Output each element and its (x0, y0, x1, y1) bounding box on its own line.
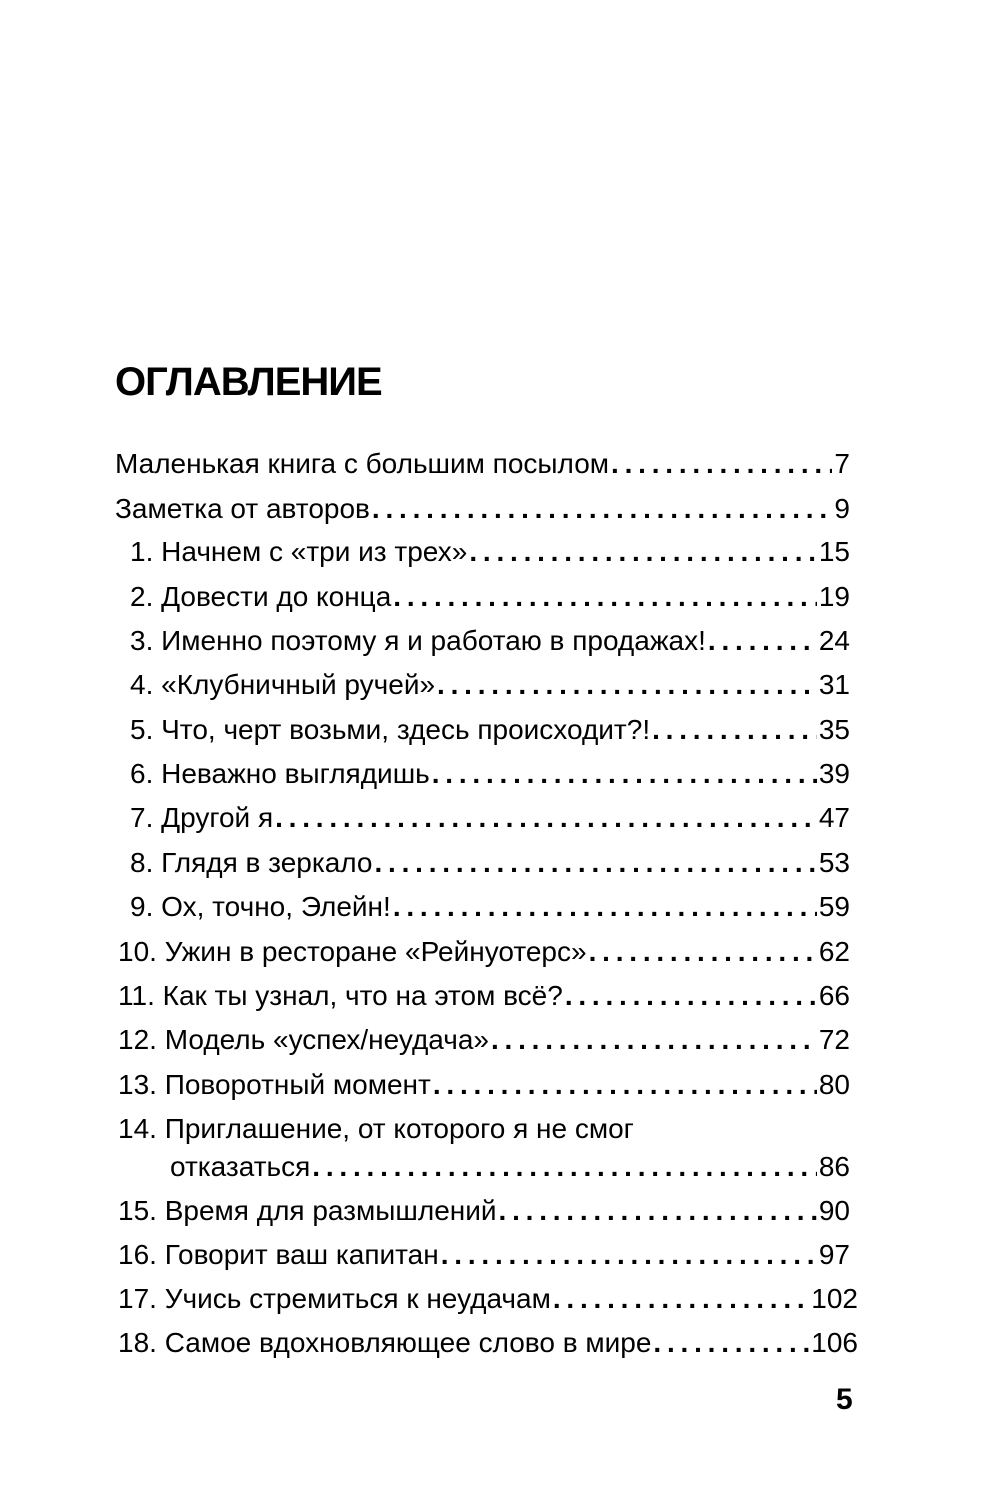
toc-entry-title: «Клубничный ручей» (161, 669, 436, 700)
toc-entry (118, 1194, 850, 1228)
toc-leader (441, 1238, 817, 1272)
toc-entry (118, 1068, 850, 1102)
toc-entry-title: Ох, точно, Элейн! (161, 891, 391, 922)
toc-entry-title: Маленькая книга с большим посылом (115, 448, 610, 479)
toc-leader (393, 890, 817, 924)
toc-entry-title: Учись стремиться к неудачам (164, 1283, 551, 1314)
toc-entry-page: 59 (818, 891, 850, 922)
toc-leader (312, 1150, 817, 1184)
toc-entry-title: Неважно выглядишь (161, 758, 430, 789)
toc-entry-number: 18. (118, 1327, 157, 1358)
toc-leader (437, 668, 817, 702)
toc-entry-page: 90 (818, 1195, 850, 1226)
toc-entry-page: 106 (811, 1327, 858, 1358)
toc-entry-number: 12. (118, 1024, 157, 1055)
page-title: ОГЛАВЛЕНИЕ (115, 360, 382, 404)
toc-entry-title: Начнем с «три из трех» (161, 536, 468, 567)
toc-entry-number: 6. (130, 758, 154, 789)
toc-leader (372, 492, 833, 526)
toc-leader (375, 846, 817, 880)
toc-leader (275, 801, 817, 835)
toc-entry (118, 979, 850, 1013)
toc-entry-page: 102 (811, 1283, 858, 1314)
toc-entry (130, 846, 850, 880)
toc-entry (130, 580, 850, 614)
toc-leader (433, 1068, 817, 1102)
toc-entry-page: 62 (818, 936, 850, 967)
toc-entry (115, 447, 850, 481)
toc-entry-number: 15. (118, 1195, 157, 1226)
toc-entry-title: Глядя в зеркало (161, 847, 373, 878)
toc-entry-page: 15 (818, 536, 850, 567)
toc-entry-page: 19 (818, 581, 850, 612)
toc-entry-page: 35 (818, 714, 850, 745)
toc-leader (432, 757, 817, 791)
toc-entry-number: 7. (130, 802, 154, 833)
toc-entry-page: 72 (818, 1024, 850, 1055)
toc-entry (130, 624, 850, 658)
toc-leader (708, 624, 817, 658)
toc-entry-page: 7 (834, 448, 850, 479)
toc-entry-number: 10. (118, 936, 157, 967)
toc-leader (653, 1326, 809, 1360)
toc-entry-number: 13. (118, 1069, 157, 1100)
toc-entry (118, 935, 850, 969)
toc-entry-title: Модель «успех/неудача» (164, 1024, 489, 1055)
toc-entry-page: 97 (818, 1239, 850, 1270)
toc-entry-title: Поворотный момент (164, 1069, 431, 1100)
toc-leader (469, 535, 817, 569)
toc-entry-title: Довести до конца (161, 581, 392, 612)
toc-entry (118, 1238, 850, 1272)
toc-leader (553, 1282, 809, 1316)
toc-entry (130, 713, 850, 747)
toc-entry (130, 801, 850, 835)
toc-leader (589, 935, 817, 969)
toc-entry-number: 11. (118, 980, 155, 1011)
toc-entry-page: 47 (818, 802, 850, 833)
toc-entry (118, 1282, 858, 1316)
toc-entry-page: 24 (818, 625, 850, 656)
toc-leader (652, 713, 817, 747)
toc-entry-line1 (118, 1112, 634, 1146)
toc-entry-number: 16. (118, 1239, 157, 1270)
toc-entry-title: Говорит ваш капитан (164, 1239, 439, 1270)
toc-entry-title: Самое вдохновляющее слово в мире (164, 1327, 652, 1358)
toc-entry-title: Другой я (161, 802, 274, 833)
toc-entry-number: 8. (130, 847, 154, 878)
toc-leader (491, 1023, 817, 1057)
toc-entry-number: 14. (118, 1113, 157, 1144)
toc-entry-page: 31 (818, 669, 850, 700)
toc-leader (565, 979, 817, 1013)
toc-entry-page: 39 (818, 758, 850, 789)
toc-entry (130, 890, 850, 924)
toc-entry-title: Именно поэтому я и работаю в продажах! (161, 625, 706, 656)
toc-entry-number: 4. (130, 669, 154, 700)
toc-entry-title: Приглашение, от которого я не смог (164, 1113, 634, 1144)
toc-entry-page: 80 (818, 1069, 850, 1100)
toc-leader (499, 1194, 817, 1228)
toc-entry-page: 66 (818, 980, 850, 1011)
toc-entry-page: 86 (818, 1151, 850, 1182)
toc-entry-number: 3. (130, 625, 154, 656)
toc-entry (130, 757, 850, 791)
toc-entry-title: Ужин в ресторане «Рейнуотерс» (164, 936, 587, 967)
toc-entry-title: Как ты узнал, что на этом всё? (162, 980, 563, 1011)
toc-entry-page: 9 (834, 493, 850, 524)
toc-entry-number: 2. (130, 581, 154, 612)
toc-entry (130, 668, 850, 702)
page-number: 5 (836, 1383, 853, 1416)
toc-entry (115, 492, 850, 526)
toc-entry-number: 17. (118, 1283, 157, 1314)
toc-entry-title: Заметка от авторов (115, 493, 370, 524)
toc-entry-number: 5. (130, 714, 154, 745)
toc-leader (393, 580, 817, 614)
toc-entry-number: 9. (130, 891, 154, 922)
toc-entry-title: Что, черт возьми, здесь происходит?! (161, 714, 651, 745)
toc-entry (130, 535, 850, 569)
toc-entry-page: 53 (818, 847, 850, 878)
toc-entry-title: Время для размышлений (164, 1195, 497, 1226)
toc-leader (611, 447, 832, 481)
toc-entry (118, 1326, 858, 1360)
toc-entry-number: 1. (130, 536, 154, 567)
toc-entry-title-cont: отказаться (170, 1151, 311, 1182)
toc-entry (118, 1023, 850, 1057)
toc-entry (170, 1150, 850, 1184)
